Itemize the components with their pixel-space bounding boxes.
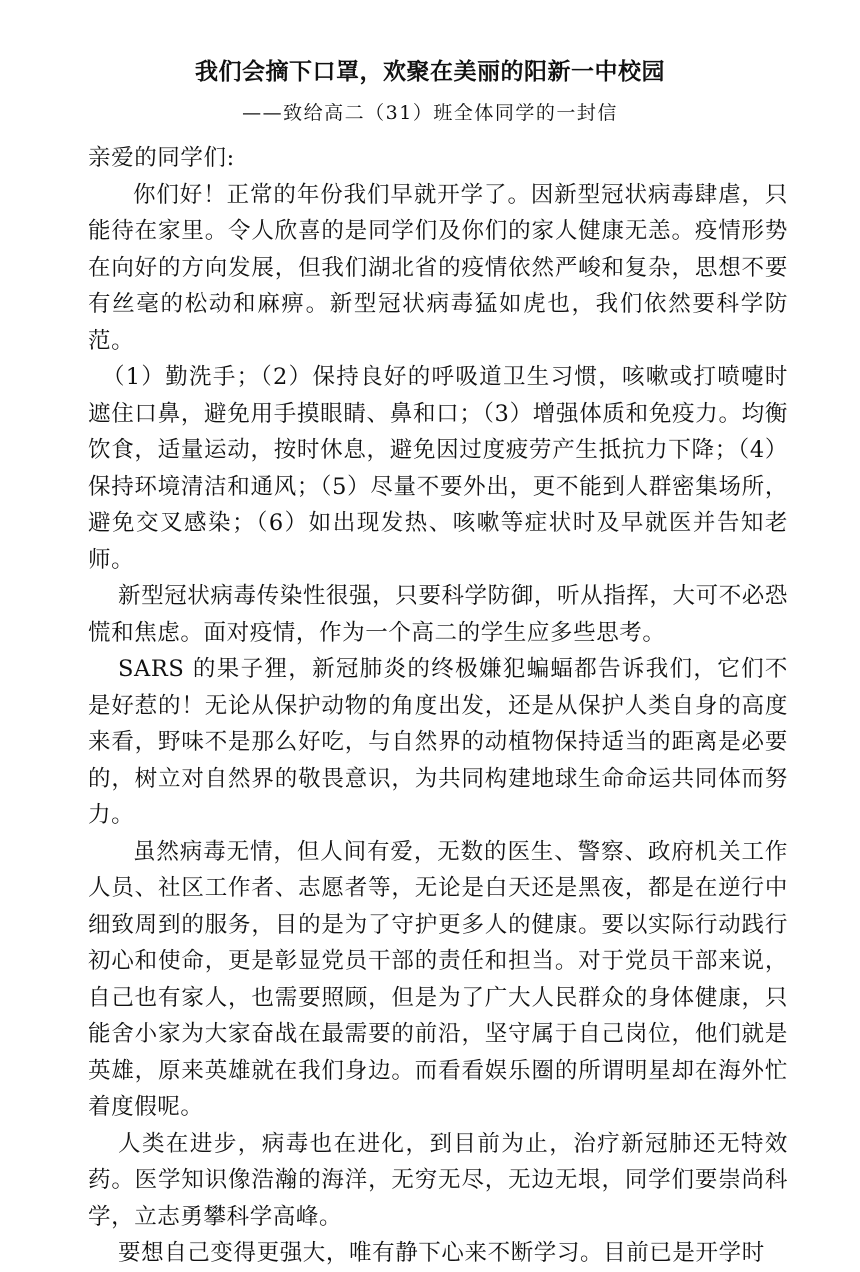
paragraph-wildlife: SARS 的果子狸，新冠肺炎的终极嫌犯蝙蝠都告诉我们，它们不是好惹的！无论从保护动物的角度出发，还是从保护人类自身的高度来看，野味不是那么好吃，与自然界的动植物保持适当的距离是必要的，树立对自然界的敬畏意识，为共同构建地球生命命运共同体而努力。 (88, 656, 788, 828)
paragraph-opening: 你们好！正常的年份我们早就开学了。因新型冠状病毒肆虐，只能待在家里。令人欣喜的是同学们及你们的家人健康无恙。疫情形势在向好的方向发展，但我们湖北省的疫情依然严峻和复杂，思想不要有丝毫的松动和麻痹。新型冠状病毒猛如虎也，我们依然要科学防范。 (88, 181, 788, 354)
paragraph-no-panic: 新型冠状病毒传染性很强，只要科学防御，听从指挥，大可不必恐慌和焦虑。面对疫情，作为一个高二的学生应多些思考。 (88, 583, 788, 646)
paragraph-heroes: 虽然病毒无情，但人间有爱，无数的医生、警察、政府机关工作人员、社区工作者、志愿者等，无论是白天还是黑夜，都是在逆行中细致周到的服务，目的是为了守护更多人的健康。要以实际行动践行初心和使命，更是彰显党员干部的责任和担当。对于党员干部来说，自己也有家人，也需要照顾，但是为了广大人民群众的身体健康，只能舍小家为大家奋战在最需要的前沿，坚守属于自己岗位，他们就是英雄，原来英雄就在我们身边。而看看娱乐圈的所谓明星却在海外忙着度假呢。 (88, 838, 788, 1120)
paragraph-prevention-measures: （1）勤洗手；（2）保持良好的呼吸道卫生习惯，咳嗽或打喷嚏时遮住口鼻，避免用手摸眼睛、鼻和口；（3）增强体质和免疫力。均衡饮食，适量运动，按时休息，避免因过度疲劳产生抵抗力下降；（4）保持环境清洁和通风；（5）尽量不要外出，更不能到人群密集场所，避免交叉感染；（6）如出现发热、咳嗽等症状时及早就医并告知老师。 (88, 364, 788, 573)
letter-body (88, 140, 788, 1272)
letter-subtitle: ——致给高二（31）班全体同学的一封信 (242, 102, 618, 124)
paragraph-science: 人类在进步，病毒也在进化，到目前为止，治疗新冠肺还无特效药。医学知识像浩瀚的海洋，无穷无尽，无边无垠，同学们要崇尚科学，立志勇攀科学高峰。 (88, 1130, 788, 1230)
greeting: 亲爱的同学们: (88, 145, 235, 171)
letter-title: 我们会摘下口罩，欢聚在美丽的阳新一中校园 (195, 59, 665, 85)
paragraph-study: 要想自己变得更强大，唯有静下心来不断学习。目前已是开学时 (118, 1240, 765, 1266)
